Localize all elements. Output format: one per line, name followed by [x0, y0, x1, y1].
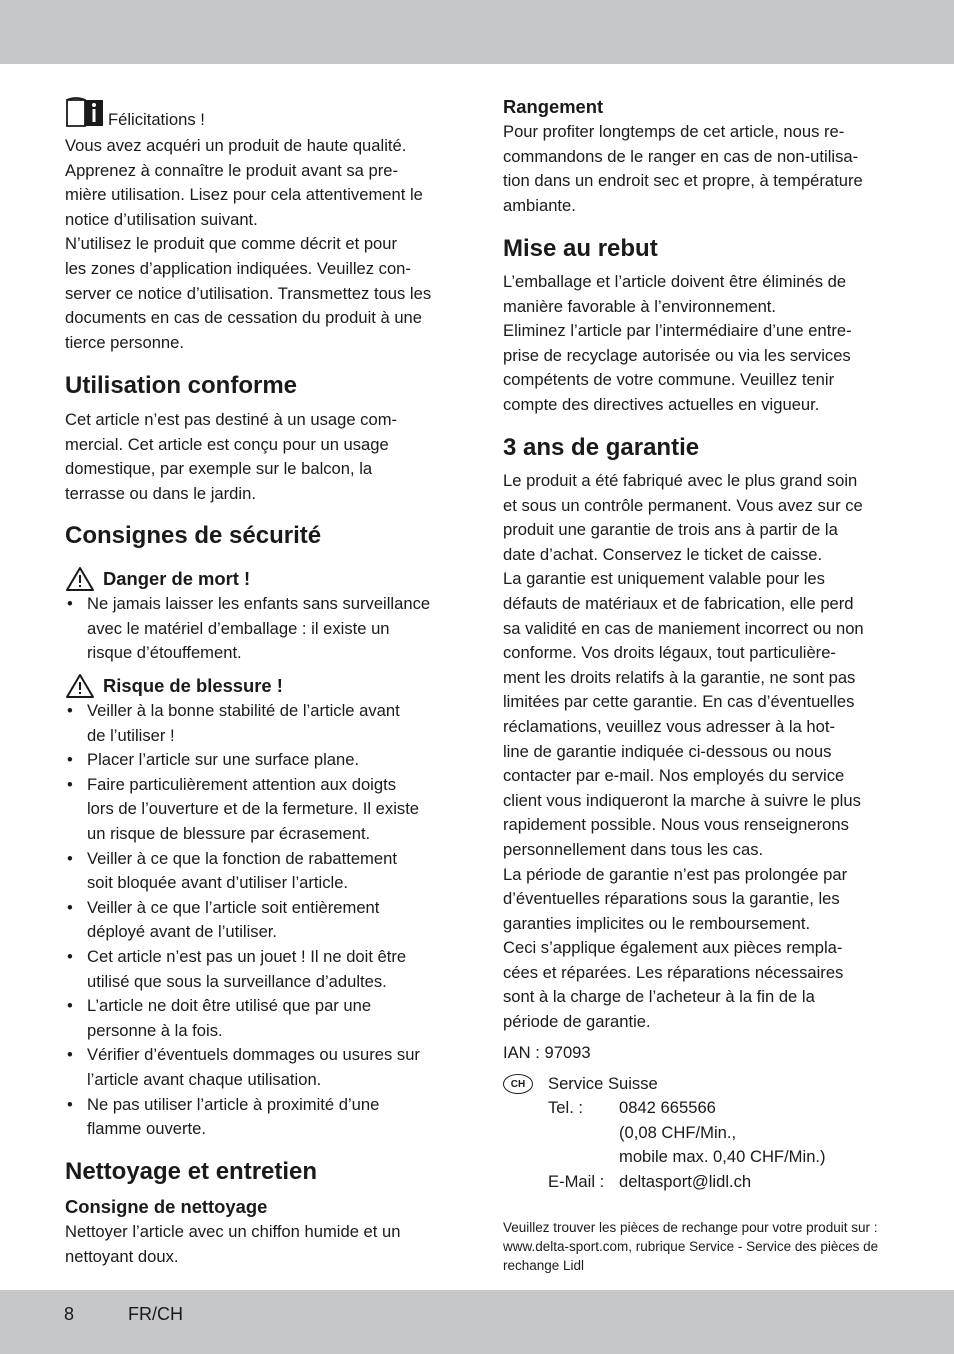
- list-item: [65, 994, 455, 1043]
- list-item-line: • Faire particulièrement attention aux doigts: [87, 774, 396, 794]
- warranty-line: réclamations, veuillez vous adresser à la hot-: [503, 716, 836, 736]
- danger-heading-text: Danger de mort !: [103, 568, 251, 589]
- use-line: mercial. Cet article est conçu pour un usage: [65, 434, 389, 454]
- use-line: terrasse ou dans le jardin.: [65, 483, 256, 503]
- intro-line: mière utilisation. Lisez pour cela attentivement le: [65, 185, 423, 205]
- warranty-line: contacter par e-mail. Nos employés du service: [503, 766, 845, 786]
- disposal-line: Eliminez l’article par l’intermédiaire d’une entre-: [503, 321, 852, 341]
- danger-list: [65, 592, 455, 666]
- warranty-line: produit une garantie de trois ans à partir de la: [503, 520, 838, 540]
- ian-number: IAN : 97093: [503, 1043, 591, 1062]
- injury-list: [65, 699, 455, 1142]
- warranty-line: défauts de matériaux et de fabrication, elle perd: [503, 593, 854, 613]
- disposal-line: manière favorable à l’environnement.: [503, 296, 777, 316]
- intro-title: Félicitations !: [108, 110, 205, 129]
- email-label: E-Mail :: [548, 1172, 605, 1191]
- heading-rebut: Mise au rebut: [503, 235, 658, 262]
- intro-line: tierce personne.: [65, 332, 184, 352]
- disposal-line: compétents de votre commune. Veuillez tenir: [503, 370, 835, 390]
- list-item-line: de l’utiliser !: [87, 725, 175, 745]
- warranty-line: La période de garantie n’est pas prolongée par: [503, 864, 848, 884]
- tel-line: (0,08 CHF/Min.,: [619, 1122, 737, 1142]
- heading-garantie: 3 ans de garantie: [503, 434, 700, 461]
- warranty-paragraph: [503, 469, 893, 1035]
- intro-line: N’utilisez le produit que comme décrit et pour: [65, 234, 398, 254]
- list-item-line: personne à la fois.: [87, 1020, 223, 1040]
- list-item-line: un risque de blessure par écrasement.: [87, 823, 371, 843]
- tel-line: mobile max. 0,40 CHF/Min.): [619, 1147, 826, 1167]
- list-item-line: l’article avant chaque utilisation.: [87, 1069, 322, 1089]
- warning-icon: [65, 566, 95, 592]
- heading-utilisation: Utilisation conforme: [65, 372, 298, 399]
- storage-line: Pour profiter longtemps de cet article, nous re-: [503, 122, 845, 141]
- list-item: [65, 896, 455, 945]
- footnote-line: rechange Lidl: [503, 1258, 585, 1273]
- clean-line: nettoyant doux.: [65, 1246, 179, 1266]
- heading-nettoyage: Nettoyage et entretien: [65, 1158, 318, 1185]
- use-line: Cet article n’est pas destiné à un usage com-: [65, 410, 398, 429]
- list-item-line: soit bloquée avant d’utiliser l’article.: [87, 873, 349, 893]
- injury-heading-text: Risque de blessure !: [103, 675, 283, 696]
- footnote-line: Veuillez trouver les pièces de rechange pour votre produit sur :: [503, 1220, 878, 1235]
- warranty-line: personnellement dans tous les cas.: [503, 839, 764, 859]
- warranty-line: sont à la charge de l’acheteur à la fin de la: [503, 987, 815, 1007]
- warranty-line: rapidement possible. Nous vous renseignerons: [503, 815, 849, 835]
- warranty-line: client vous indiqueront la marche à suivre le plus: [503, 790, 861, 810]
- list-item-line: • Ne pas utiliser l’article à proximité d’une: [87, 1094, 380, 1114]
- utilisation-paragraph: [65, 408, 455, 506]
- heading-rangement: Rangement: [503, 96, 604, 117]
- intro-line: server ce notice d’utilisation. Transmettez tous les: [65, 283, 432, 303]
- subheading-consigne: Consigne de nettoyage: [65, 1196, 268, 1217]
- warranty-line: conforme. Vos droits légaux, tout particulière-: [503, 643, 836, 663]
- intro-line: Vous avez acquéri un produit de haute qualité.: [65, 136, 407, 155]
- intro-line: notice d’utilisation suivant.: [65, 209, 258, 229]
- info-book-icon: [65, 96, 105, 128]
- list-item-line: déployé avant de l’utiliser.: [87, 922, 278, 942]
- intro-paragraph: [65, 134, 455, 355]
- disposal-line: compte des directives actuelles en vigueur.: [503, 394, 820, 414]
- warranty-line: La garantie est uniquement valable pour les: [503, 569, 825, 589]
- list-item: [65, 847, 455, 896]
- list-item-line: • Veiller à ce que l’article soit entièrement: [87, 897, 380, 917]
- list-item: [65, 1043, 455, 1092]
- warranty-line: cées et réparées. Les réparations nécessaires: [503, 962, 844, 982]
- clean-line: Nettoyer l’article avec un chiffon humide et un: [65, 1222, 401, 1241]
- list-item: [65, 945, 455, 994]
- footnote: [503, 1218, 893, 1275]
- list-item-line: lors de l’ouverture et de la fermeture. Il existe: [87, 799, 420, 819]
- list-item-line: flamme ouverte.: [87, 1119, 206, 1139]
- list-item-line: • Ne jamais laisser les enfants sans surveillance: [87, 594, 431, 613]
- warranty-line: date d’achat. Conservez le ticket de caisse.: [503, 544, 823, 564]
- warranty-line: limitées par cette garantie. En cas d’éventuelles: [503, 692, 855, 712]
- danger-heading: [65, 566, 250, 592]
- footnote-line: www.delta-sport.com, rubrique Service - Service des pièces de: [503, 1239, 879, 1254]
- warranty-line: Le produit a été fabriqué avec le plus grand soin: [503, 471, 858, 490]
- warranty-line: garanties implicites ou le remboursement.: [503, 913, 811, 933]
- warranty-line: Ceci s’applique également aux pièces rempla-: [503, 938, 843, 958]
- tel-label: Tel. :: [548, 1098, 584, 1117]
- page-language: FR/CH: [128, 1304, 183, 1324]
- injury-heading: [65, 673, 283, 699]
- heading-securite: Consignes de sécurité: [65, 522, 322, 549]
- warning-icon: [65, 673, 95, 699]
- intro-line: Apprenez à connaître le produit avant sa pre-: [65, 160, 399, 180]
- list-item: [65, 592, 455, 666]
- warranty-line: et sous un contrôle permanent. Vous avez sur ce: [503, 495, 863, 515]
- ch-badge: CH: [503, 1074, 533, 1094]
- top-band: [0, 0, 954, 64]
- list-item: [65, 773, 455, 847]
- warranty-line: d’éventuelles réparations sous la garantie, les: [503, 889, 840, 909]
- list-item: [65, 699, 455, 748]
- list-item-line: • Veiller à ce que la fonction de rabattement: [87, 848, 397, 868]
- warranty-line: ment les droits relatifs à la garantie, ne sont pas: [503, 667, 856, 687]
- clean-paragraph: [65, 1220, 455, 1269]
- list-item-line: • Veiller à la bonne stabilité de l’article avant: [87, 701, 400, 720]
- storage-line: commandons de le ranger en cas de non-utilisa-: [503, 146, 859, 166]
- service-title: Service Suisse: [548, 1074, 658, 1093]
- list-item: [65, 748, 455, 773]
- email-value: deltasport@lidl.ch: [619, 1172, 752, 1191]
- disposal-line: prise de recyclage autorisée ou via les services: [503, 345, 851, 365]
- warranty-line: période de garantie.: [503, 1012, 651, 1032]
- list-item-line: • Vérifier d’éventuels dommages ou usures sur: [87, 1045, 420, 1065]
- storage-line: ambiante.: [503, 195, 576, 215]
- storage-paragraph: [503, 120, 893, 218]
- warranty-line: line de garantie indiquée ci-dessous ou nous: [503, 741, 832, 761]
- intro-line: documents en cas de cessation du produit à une: [65, 308, 423, 328]
- tel-value: [619, 1096, 899, 1170]
- list-item-line: risque d’étouffement.: [87, 643, 242, 663]
- page-number: 8: [64, 1304, 75, 1324]
- list-item-line: • Placer l’article sur une surface plane.: [87, 750, 360, 770]
- list-item-line: utilisé que sous la surveillance d’adultes.: [87, 971, 387, 991]
- list-item-line: avec le matériel d’emballage : il existe un: [87, 618, 390, 638]
- intro-line: les zones d’application indiquées. Veuillez con-: [65, 258, 411, 278]
- list-item-line: • Cet article n’est pas un jouet ! Il ne doit être: [87, 946, 407, 966]
- list-item-line: • L’article ne doit être utilisé que par une: [87, 996, 372, 1016]
- disposal-line: L’emballage et l’article doivent être éliminés de: [503, 272, 847, 291]
- use-line: domestique, par exemple sur le balcon, la: [65, 459, 373, 479]
- tel-line: 0842 665566: [619, 1098, 716, 1117]
- disposal-paragraph: [503, 270, 893, 418]
- warranty-line: sa validité en cas de maniement incorrect ou non: [503, 618, 864, 638]
- list-item: [65, 1093, 455, 1142]
- storage-line: tion dans un endroit sec et propre, à température: [503, 171, 863, 191]
